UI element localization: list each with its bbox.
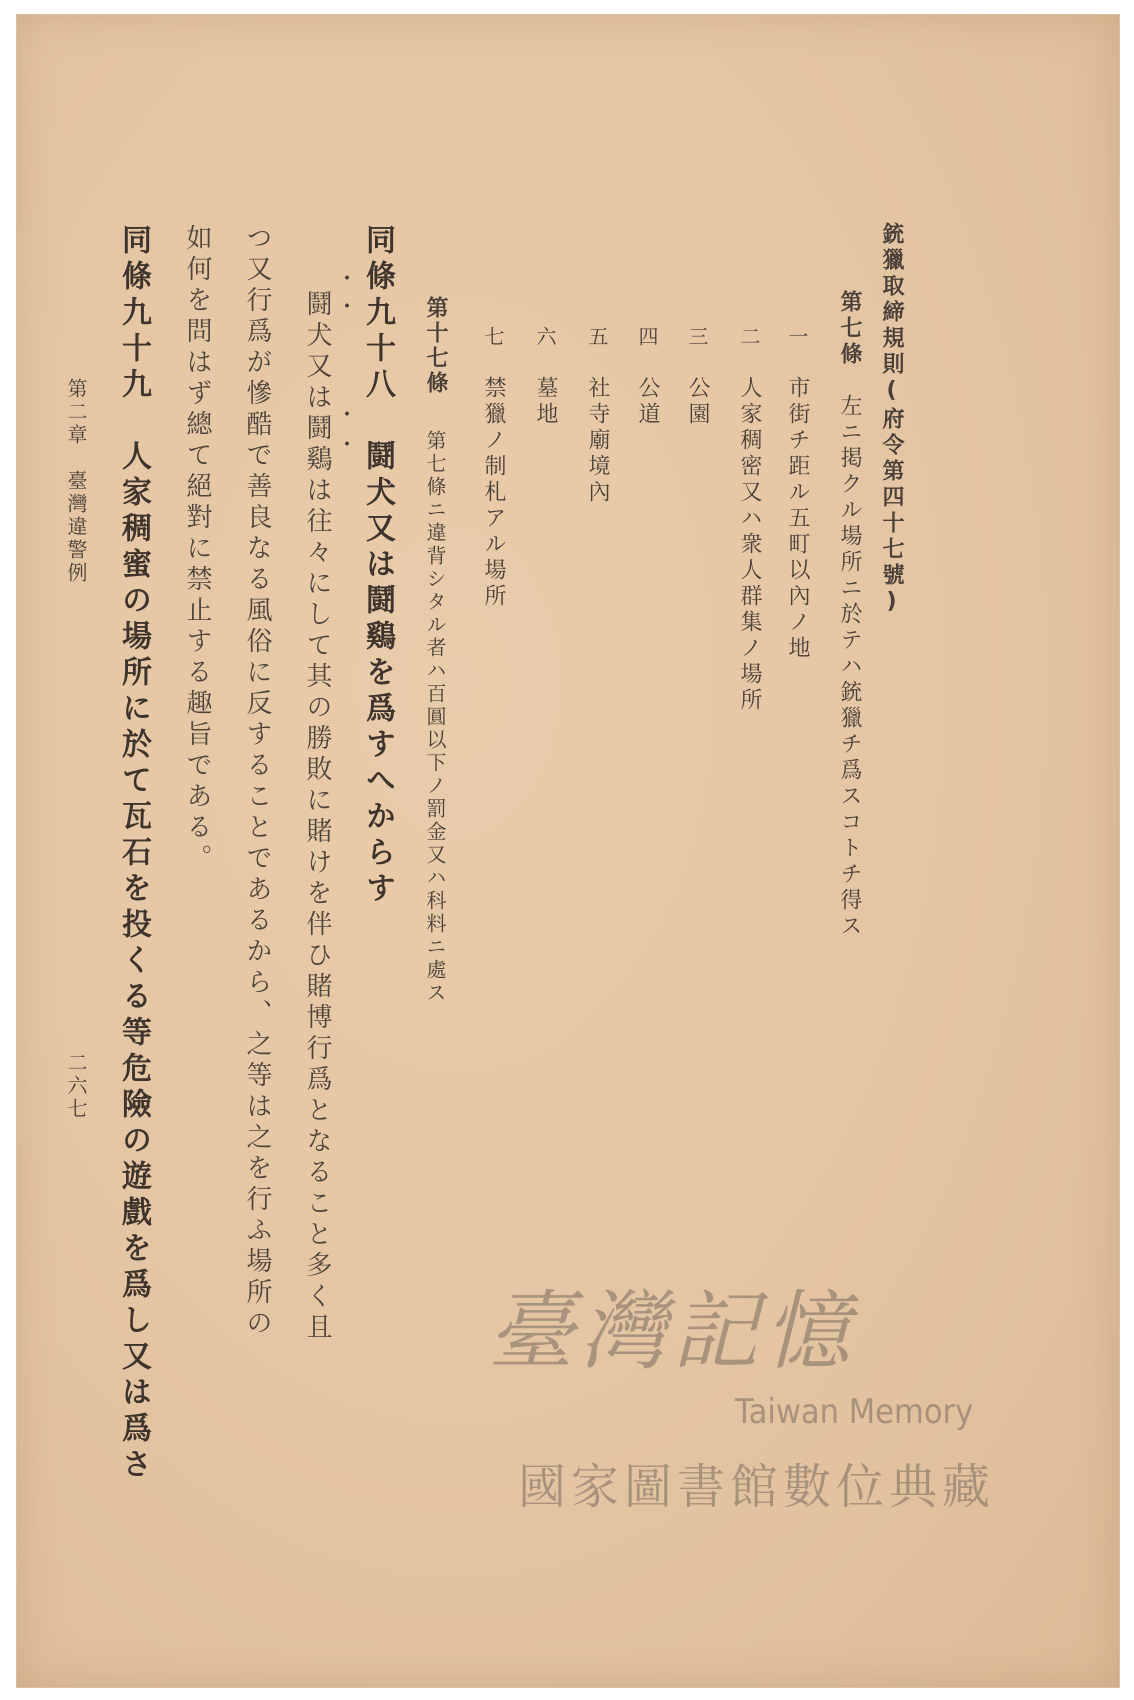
item-7-number: 七 xyxy=(481,326,505,350)
watermark-logo: 臺灣記憶 xyxy=(488,1282,856,1382)
item-4-number: 四 xyxy=(635,326,659,350)
item-5-number: 五 xyxy=(585,326,609,350)
article-7 xyxy=(838,290,860,940)
article-99-heading: 同條九十九 xyxy=(116,224,151,404)
emphasis-dot: ・ xyxy=(336,403,359,428)
item-5-text: 社寺廟境內 xyxy=(585,376,610,506)
watermark-subtitle: 國家圖書館數位典藏 xyxy=(518,1459,996,1515)
item-7 xyxy=(482,326,504,610)
article-7-text: 左ニ掲クル場所ニ於テハ銃獵チ爲スコトチ得ス xyxy=(837,394,862,940)
article-17 xyxy=(424,296,446,1005)
article-98 xyxy=(360,224,395,908)
item-5 xyxy=(586,326,608,506)
item-6-number: 六 xyxy=(533,326,557,350)
item-6-text: 墓地 xyxy=(533,376,558,428)
article-17-text: 第七條ニ違背シタル者ハ百圓以下ノ罰金又ハ科料ニ處ス xyxy=(423,430,447,1005)
item-2 xyxy=(738,326,760,714)
regulation-title: 銃獵取締規則(府令第四十七號) xyxy=(879,222,904,618)
item-3-number: 三 xyxy=(685,326,709,350)
emphasis-dot: ・ xyxy=(336,433,359,458)
item-7-text: 禁獵ノ制札アル場所 xyxy=(481,376,506,610)
chapter-footer: 第二章 臺灣違警例 xyxy=(64,378,88,585)
page-number: 二六七 xyxy=(64,1052,88,1121)
article-99-text: 人家稠蜜の場所に於て瓦石を投くる等危險の遊戲を爲し又は爲さ xyxy=(116,440,151,1484)
item-3 xyxy=(686,326,708,428)
item-1-text: 市街チ距ル五町以內ノ地 xyxy=(785,376,810,662)
item-4-text: 公道 xyxy=(635,376,660,428)
commentary-line-1: 鬪犬又は鬪鷄は往々にして其の勝敗に賭けを伴ひ賭博行爲となること多く且 xyxy=(302,290,332,1344)
article-98-heading: 同條九十八 xyxy=(360,224,395,404)
emphasis-dot: ・ xyxy=(336,295,359,320)
article-7-heading: 第七條 xyxy=(837,290,862,368)
commentary-line-3: 如何を問はず總て絕對に禁止する趣旨である。 xyxy=(182,224,212,875)
item-4 xyxy=(636,326,658,428)
item-2-number: 二 xyxy=(737,326,761,350)
article-17-heading: 第十七條 xyxy=(423,296,448,396)
item-2-text: 人家稠密又ハ衆人群集ノ場所 xyxy=(737,376,762,714)
item-1 xyxy=(786,326,808,662)
watermark-english: Taiwan Memory xyxy=(735,1392,974,1432)
item-1-number: 一 xyxy=(785,326,809,350)
item-6 xyxy=(534,326,556,428)
emphasis-dot: ・ xyxy=(336,267,359,292)
article-99 xyxy=(116,224,151,1484)
item-3-text: 公園 xyxy=(685,376,710,428)
article-98-text: 鬪犬又は鬪鷄を爲すへからす xyxy=(360,440,395,908)
commentary-line-2: つ又行爲が慘酷で善良なる風俗に反することであるから、之等は之を行ふ場所の xyxy=(242,224,272,1340)
